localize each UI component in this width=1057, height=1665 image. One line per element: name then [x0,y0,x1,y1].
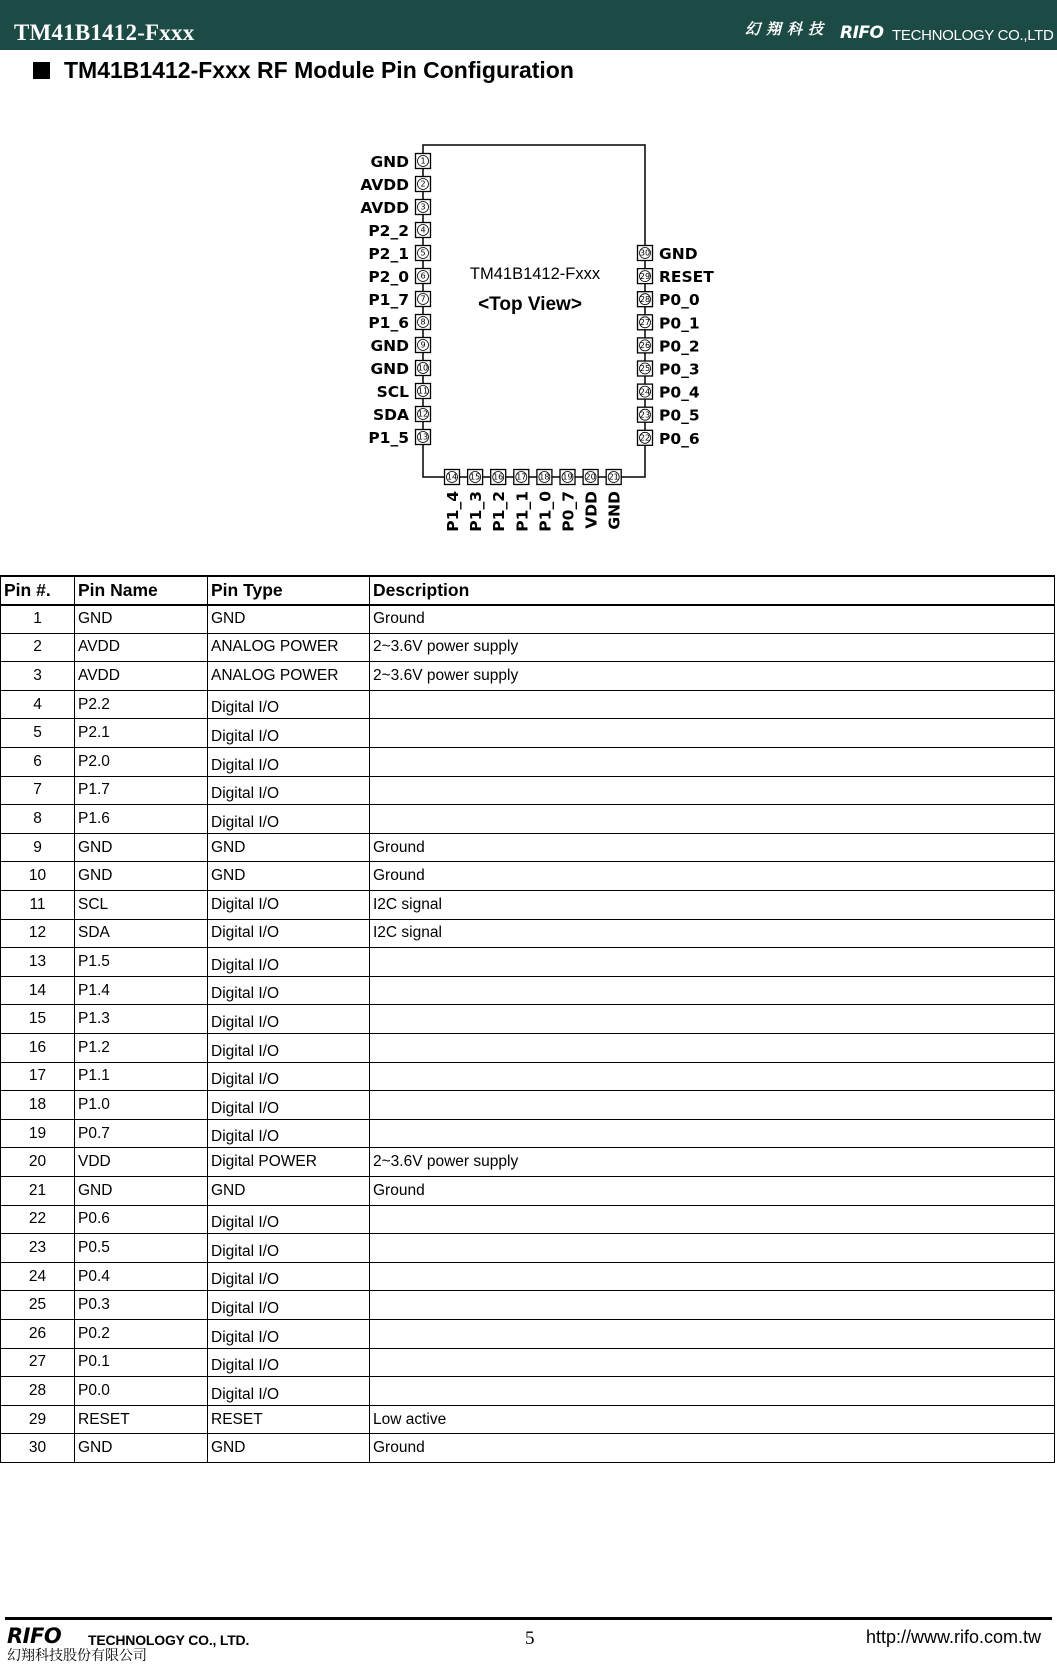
pin-number: 28 [639,294,651,304]
description-cell [370,1091,1055,1120]
pin-label: P0_0 [659,291,700,310]
pin-number-cell: 13 [1,948,75,977]
pin-type-cell: Digital I/O [208,1034,370,1063]
pin-type-cell: ANALOG POWER [208,633,370,662]
company-name: TECHNOLOGY CO.,LTD [892,27,1054,44]
pin-name-cell: SCL [75,891,208,920]
pin-type-cell: ANALOG POWER [208,662,370,691]
description-cell [370,1005,1055,1034]
pin-13 [368,429,430,447]
pin-number: 12 [417,409,429,419]
pin-type-cell: GND [208,1434,370,1463]
pin-label: P2_0 [368,268,409,286]
section-title-text: TM41B1412-Fxxx RF Module Pin Configuration [64,57,574,83]
pin-number-cell: 30 [1,1434,75,1463]
pin-1 [370,153,430,171]
pin-label: SCL [376,383,409,401]
pin-23 [638,407,700,425]
pin-type-cell: Digital I/O [208,1005,370,1034]
footer-company: TECHNOLOGY CO., LTD. [88,1632,250,1648]
pin-number: 17 [516,472,527,482]
pin-type-cell: Digital I/O [208,1348,370,1377]
pin-label: GND [370,153,409,171]
pin-label: P0_6 [659,429,700,448]
pin-number: 11 [417,386,429,396]
table-row [1,1405,1055,1434]
pin-name-cell: P2.0 [75,748,208,777]
pin-name-cell: P1.1 [75,1062,208,1091]
table-row [1,1319,1055,1348]
pin-type-cell: Digital I/O [208,776,370,805]
pin-number-cell: 25 [1,1291,75,1320]
description-cell [370,805,1055,834]
pin-name-cell: GND [75,605,208,634]
pin-number-cell: 22 [1,1205,75,1234]
company-logo: RIFO [840,23,884,43]
pin-number: 2 [420,179,426,189]
pin-number-cell: 8 [1,805,75,834]
pin-12 [373,406,431,424]
pin-type-cell: Digital I/O [208,690,370,719]
pin-name-cell: GND [75,862,208,891]
pin-label: GND [370,360,409,378]
pin-diagram [0,0,1057,560]
pin-name-cell: AVDD [75,662,208,691]
pin-label: P0_1 [659,314,700,333]
pin-label: GND [659,245,698,263]
description-cell [370,1291,1055,1320]
pin-label: AVDD [360,199,409,217]
pin-label: P0_3 [659,360,700,379]
table-row [1,948,1055,977]
pin-type-cell: Digital I/O [208,948,370,977]
description-cell [370,1034,1055,1063]
pin-type-cell: GND [208,833,370,862]
table-row [1,748,1055,777]
pin-type-cell: GND [208,1176,370,1205]
pin-26 [638,337,700,355]
footer-url[interactable]: http://www.rifo.com.tw [866,1627,1042,1647]
table-row [1,1291,1055,1320]
pin-number: 10 [417,363,429,373]
pin-name-cell: P0.5 [75,1234,208,1263]
table-row [1,1119,1055,1148]
description-cell [370,719,1055,748]
column-header: Description [370,576,1055,605]
pin-type-cell: RESET [208,1405,370,1434]
description-cell [370,1262,1055,1291]
pin-number-cell: 3 [1,662,75,691]
pin-27 [638,314,700,332]
pin-label: P1_5 [368,429,409,447]
pin-name-cell: P1.3 [75,1005,208,1034]
pin-19 [560,470,578,532]
description-cell: Ground [370,862,1055,891]
table-row [1,1377,1055,1406]
description-cell [370,1234,1055,1263]
table-row [1,976,1055,1005]
pin-type-cell: GND [208,862,370,891]
pin-number-cell: 21 [1,1176,75,1205]
table-row [1,1234,1055,1263]
pin-number-cell: 24 [1,1262,75,1291]
description-cell: Ground [370,1434,1055,1463]
pin-number-cell: 5 [1,719,75,748]
pin-number: 27 [639,318,651,327]
description-cell [370,1319,1055,1348]
pin-3 [360,199,430,217]
pin-number-cell: 19 [1,1119,75,1148]
pin-number-cell: 18 [1,1091,75,1120]
pin-name-cell: GND [75,1176,208,1205]
pin-label: P2_1 [368,245,409,263]
pin-name-cell: P2.1 [75,719,208,748]
table-row [1,719,1055,748]
description-cell [370,1205,1055,1234]
table-row [1,662,1055,691]
pin-number: 18 [539,472,550,482]
pin-type-cell: Digital I/O [208,1119,370,1148]
pin-type-cell: Digital I/O [208,1234,370,1263]
column-header: Pin Type [208,576,370,605]
pin-number: 15 [470,472,481,482]
description-cell [370,1348,1055,1377]
table-row [1,605,1055,634]
pin-type-cell: Digital I/O [208,1291,370,1320]
table-row [1,690,1055,719]
table-row [1,891,1055,920]
pin-name-cell: P0.0 [75,1377,208,1406]
pin-type-cell: Digital I/O [208,805,370,834]
pin-name-cell: P0.3 [75,1291,208,1320]
pin-4 [368,222,430,240]
footer-chinese-company: 幻翔科技股份有限公司 [7,1647,147,1663]
pin-14 [444,470,462,532]
pin-number: 25 [639,364,651,374]
pin-22 [638,430,700,448]
pin-name-cell: P0.4 [75,1262,208,1291]
table-row [1,1205,1055,1234]
pin-11 [377,383,431,401]
table-body [1,605,1055,1463]
pin-number: 13 [417,432,429,442]
description-cell [370,1119,1055,1148]
pin-number-cell: 29 [1,1405,75,1434]
description-cell: 2~3.6V power supply [370,1148,1055,1177]
table-row [1,1148,1055,1177]
pin-16 [490,470,508,532]
pin-type-cell: Digital I/O [208,1091,370,1120]
pin-7 [368,291,430,309]
table-row [1,1176,1055,1205]
pin-5 [368,245,430,263]
pin-label: P1_0 [536,491,555,532]
pin-number: 4 [420,225,426,235]
pin-label: P1_6 [368,314,409,332]
pin-number-cell: 10 [1,862,75,891]
table-row [1,1091,1055,1120]
pin-label: P1_2 [490,491,509,532]
page-number: 5 [525,1628,535,1649]
pin-label: P1_7 [368,291,409,309]
pin-number-cell: 23 [1,1234,75,1263]
pin-name-cell: AVDD [75,633,208,662]
table-row [1,833,1055,862]
table-row [1,633,1055,662]
pin-label: RESET [659,268,714,287]
document-title: TM41B1412-Fxxx [14,20,195,45]
pin-number-cell: 4 [1,690,75,719]
pin-label: P2_2 [368,222,409,240]
pin-number-cell: 26 [1,1319,75,1348]
pin-number-cell: 15 [1,1005,75,1034]
description-cell [370,748,1055,777]
pin-number: 14 [446,472,458,482]
pin-label: GND [605,491,624,530]
pin-name-cell: GND [75,833,208,862]
pin-type-cell: Digital I/O [208,919,370,948]
description-cell [370,690,1055,719]
pin-label: VDD [582,491,601,529]
pin-name-cell: P0.6 [75,1205,208,1234]
table-row [1,862,1055,891]
pin-number-cell: 11 [1,891,75,920]
pin-30 [638,245,698,263]
pin-9 [370,337,430,355]
pin-number: 7 [420,294,426,304]
pin-number: 24 [639,387,651,397]
pin-8 [368,314,430,332]
top-view-label: <Top View> [478,294,582,315]
table-row [1,1348,1055,1377]
table-header-row [1,576,1055,605]
pin-type-cell: Digital POWER [208,1148,370,1177]
pin-label: P0_4 [659,383,700,402]
pin-name-cell: P1.4 [75,976,208,1005]
pin-number: 3 [420,202,426,212]
table-row [1,1034,1055,1063]
pin-type-cell: Digital I/O [208,1262,370,1291]
pin-number: 22 [639,433,651,443]
pin-number: 20 [585,472,596,482]
pin-number-cell: 16 [1,1034,75,1063]
pin-number-cell: 17 [1,1062,75,1091]
pin-name-cell: P1.6 [75,805,208,834]
pin-label: SDA [372,406,409,424]
pin-name-cell: P1.5 [75,948,208,977]
description-cell: Ground [370,1176,1055,1205]
pin-type-cell: Digital I/O [208,1377,370,1406]
pin-2 [360,176,430,194]
table-row [1,919,1055,948]
pin-number: 5 [420,248,426,258]
pin-type-cell: Digital I/O [208,976,370,1005]
pin-name-cell: P0.2 [75,1319,208,1348]
pin-28 [638,291,700,309]
description-cell: 2~3.6V power supply [370,633,1055,662]
pin-number-cell: 6 [1,748,75,777]
description-cell: Ground [370,605,1055,634]
description-cell: I2C signal [370,919,1055,948]
pin-number: 26 [639,341,651,351]
description-cell: I2C signal [370,891,1055,920]
footer-logo: RIFO [7,1624,62,1648]
pin-17 [513,470,531,532]
column-header: Pin Name [75,576,208,605]
description-cell: Ground [370,833,1055,862]
pin-20 [583,470,601,529]
pin-type-cell: Digital I/O [208,748,370,777]
pin-type-cell: Digital I/O [208,1319,370,1348]
pin-number-cell: 27 [1,1348,75,1377]
pin-name-cell: P2.2 [75,690,208,719]
pin-number: 21 [608,472,619,482]
pin-number: 9 [420,340,426,350]
pin-label: P1_4 [444,491,462,532]
table-row [1,1262,1055,1291]
pin-type-cell: Digital I/O [208,891,370,920]
pin-label: P0_2 [659,337,700,356]
pin-name-cell: P0.7 [75,1119,208,1148]
pin-number-cell: 2 [1,633,75,662]
pin-29 [638,268,715,286]
pin-number-cell: 14 [1,976,75,1005]
pin-name-cell: RESET [75,1405,208,1434]
pin-10 [370,360,430,378]
pin-type-cell: GND [208,605,370,634]
pin-name-cell: P1.7 [75,776,208,805]
pin-24 [638,384,700,402]
pin-18 [536,470,554,532]
table-row [1,805,1055,834]
pin-number-cell: 28 [1,1377,75,1406]
pin-number: 16 [493,472,504,482]
pin-6 [368,268,430,286]
description-cell [370,1377,1055,1406]
pin-name-cell: P1.2 [75,1034,208,1063]
table-row [1,776,1055,805]
table-row [1,1434,1055,1463]
pin-label: P0_5 [659,406,700,425]
pin-label: GND [370,337,409,355]
pin-name-cell: SDA [75,919,208,948]
pin-label: P1_1 [513,491,532,532]
company-chinese-name: 幻翔科技 [745,20,830,38]
pin-number-cell: 1 [1,605,75,634]
pin-name-cell: P0.1 [75,1348,208,1377]
chip-name: TM41B1412-Fxxx [469,265,601,283]
footer-divider [5,1617,1052,1620]
pin-type-cell: Digital I/O [208,1062,370,1091]
column-header: Pin #. [1,576,75,605]
table-row [1,1062,1055,1091]
pin-25 [638,361,700,379]
pin-type-cell: Digital I/O [208,719,370,748]
pin-number: 29 [639,271,651,281]
description-cell [370,976,1055,1005]
pin-number-cell: 12 [1,919,75,948]
pin-number: 8 [420,317,426,327]
pin-number-cell: 20 [1,1148,75,1177]
table-row [1,1005,1055,1034]
description-cell [370,1062,1055,1091]
pin-type-cell: Digital I/O [208,1205,370,1234]
description-cell: 2~3.6V power supply [370,662,1055,691]
description-cell [370,776,1055,805]
pin-name-cell: VDD [75,1148,208,1177]
pin-name-cell: GND [75,1434,208,1463]
description-cell: Low active [370,1405,1055,1434]
pin-name-cell: P1.0 [75,1091,208,1120]
pin-number-cell: 7 [1,776,75,805]
pin-number: 1 [420,156,426,166]
pin-number: 23 [639,410,651,420]
pin-table [0,575,1055,1463]
description-cell [370,948,1055,977]
pin-number: 30 [639,248,651,258]
pin-number: 19 [562,472,573,482]
pin-21 [606,470,624,530]
pin-15 [467,470,485,532]
pin-label: P0_7 [559,491,578,532]
pin-number-cell: 9 [1,833,75,862]
pin-number: 6 [420,271,426,281]
pin-label: AVDD [360,176,409,194]
pin-label: P1_3 [467,491,486,532]
